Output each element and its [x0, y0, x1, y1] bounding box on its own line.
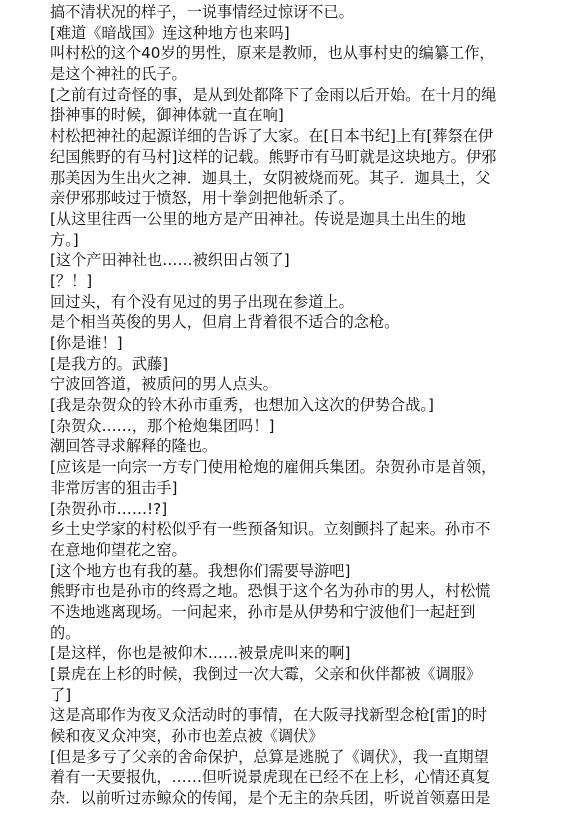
- text-line: [你是谁！]: [50, 334, 123, 352]
- text-line: 候和夜叉众冲突，孙市也差点被《调伏》: [50, 727, 324, 746]
- text-line: 着有一天要报仇，……但听说景虎现在已经不在上杉，心情还真复: [50, 768, 491, 787]
- text-line: 不迭地逃离现场。一问起来，孙市是从伊势和宁波他们一起赶到: [50, 602, 476, 621]
- text-line: 是这个神社的氏子。: [50, 65, 187, 84]
- text-line: [应该是一向宗一方专门使用枪炮的雇佣兵集团。杂贺孙市是首领，: [50, 458, 497, 477]
- text-line: 回过头，有个没有见过的男子出现在参道上。: [50, 292, 354, 311]
- text-line: 宁波回答道，被质问的男人点头。: [50, 375, 278, 394]
- text-line: 叫村松的这个40岁的男性，原来是教师，也从事村史的编纂工作，: [50, 44, 495, 63]
- text-line: 杂．以前听过赤鲸众的传闻，是个无主的杂兵团，听说首领嘉田是: [50, 789, 491, 808]
- text-line: [景虎在上杉的时候，我倒过一次大霉，父亲和伙伴都被《调服》: [50, 665, 482, 683]
- text-line: 熊野市也是孙市的终焉之地。恐惧于这个名为孙市的男人，村松慌: [50, 582, 491, 601]
- text-line: 亲伊邪那岐过于愤怒，用十拳剑把他斩杀了。: [50, 189, 354, 208]
- text-line: 那美因为生出火之神．迦具土，女阴被烧而死。其子．迦具土，父: [50, 168, 491, 187]
- text-line: [这个产田神社也……被织田占领了]: [50, 251, 290, 270]
- text-line: 的。: [50, 623, 81, 642]
- text-line: [是这样，你也是被仰木……被景虎叫来的啊]: [50, 644, 351, 663]
- text-line: [杂贺孙市……!?]: [50, 499, 168, 518]
- text-line: 方。]: [50, 230, 79, 249]
- text-line: 村松把神社的起源详细的告诉了大家。在[日本书纪]上有[葬祭在伊: [50, 127, 494, 146]
- text-line: 掛神事的时候，御神体就一直在响]: [50, 106, 284, 125]
- text-line: 搞不清状况的样子，一说事情经过惊讶不已。: [50, 3, 354, 21]
- text-line: 这是高耶作为夜叉众活动时的事情，在大阪寻找新型念枪[雷]的时: [50, 706, 488, 725]
- text-line: [我是杂贺众的铃木孙市重秀，也想加入这次的伊势合战。]: [50, 396, 434, 415]
- text-line: [但是多亏了父亲的舍命保护，总算是逃脱了《调伏》，我一直期望: [50, 747, 489, 766]
- text-line: [难道《暗战国》连这种地方也来吗]: [50, 23, 290, 42]
- text-line: 潮回答寻求解释的隆也。: [50, 437, 218, 456]
- text-line: 了]: [50, 685, 72, 704]
- text-line: [这个地方也有我的墓。我想你们需要导游吧]: [50, 561, 351, 580]
- text-line: [之前有过奇怪的事，是从到处都降下了金雨以后开始。在十月的绳: [50, 85, 497, 104]
- text-line: 乡土史学家的村松似乎有一些预备知识。立刻颤抖了起来。孙市不: [50, 520, 491, 539]
- text-line: [是我方的。武藤]: [50, 354, 169, 373]
- text-line: [从这里往西一公里的地方是产田神社。传说是迦具土出生的地: [50, 209, 466, 228]
- text-line: 在意地仰望花之窑。: [50, 540, 187, 559]
- text-line: 纪国熊野的有马村]这样的记载。熊野市有马町就是这块地方。伊邪: [50, 147, 497, 166]
- text-line: [杂贺众……，那个枪炮集团吗！]: [50, 416, 275, 435]
- text-line: [？！]: [50, 271, 93, 290]
- text-line: 是个相当英俊的男人，但肩上背着很不适合的念枪。: [50, 313, 400, 332]
- document-page: [50, 2, 550, 809]
- text-line: 非常厉害的狙击手]: [50, 478, 178, 497]
